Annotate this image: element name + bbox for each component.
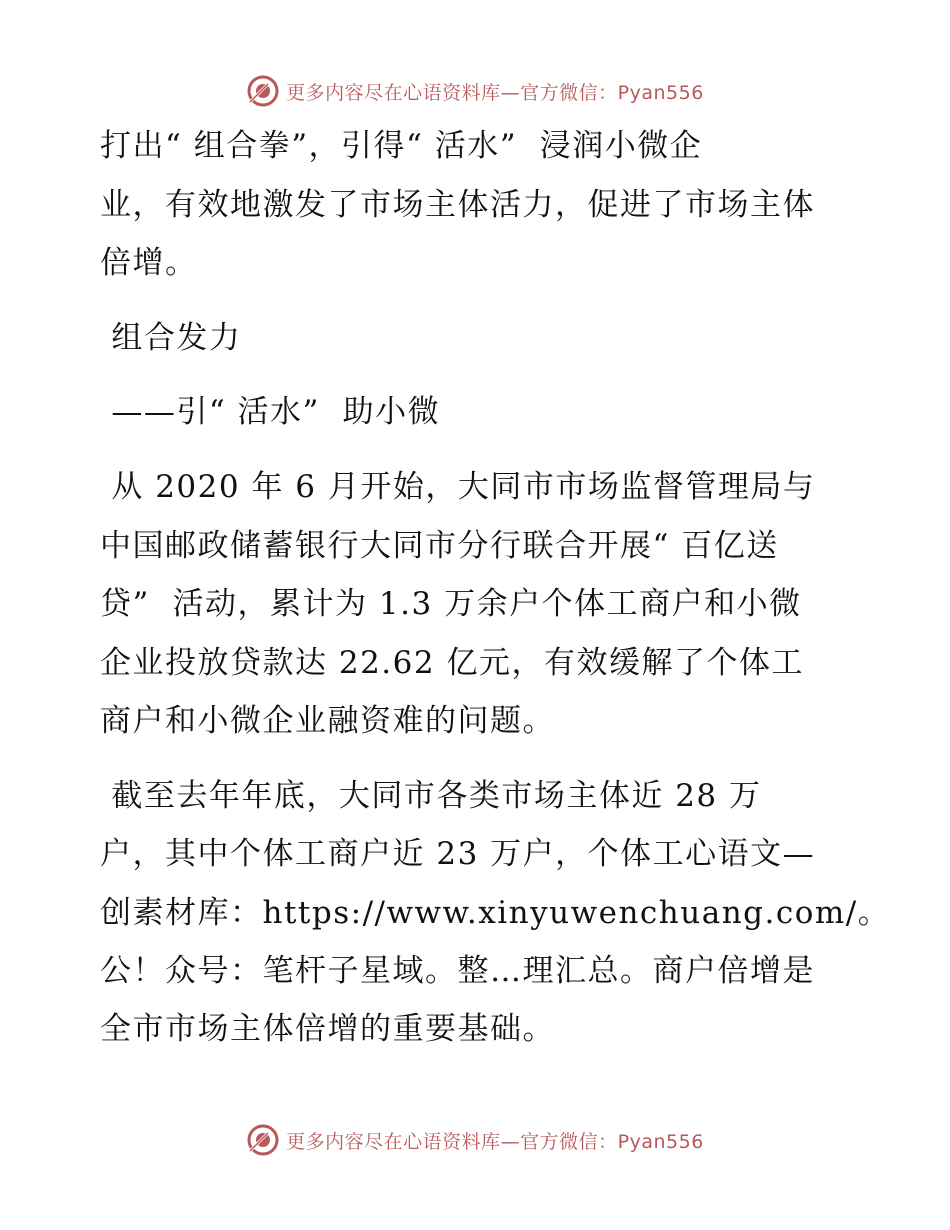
- body-line: 中国邮政储蓄银行大同市分行联合开展“ 百亿送: [100, 528, 779, 564]
- body-line: 商户和小微企业融资难的问题。: [100, 703, 555, 739]
- brand-logo-icon: [246, 1123, 280, 1157]
- body-line: 公！众号：笔杆子星域。整…理汇总。商户倍增是: [100, 953, 815, 989]
- body-line: 创素材库：https://www.xinyuwenchuang.com/。: [100, 895, 891, 931]
- body-line: 企业投放贷款达 22.62 亿元，有效缓解了个体工: [100, 645, 804, 681]
- brand-logo-icon: [246, 74, 280, 108]
- footer-watermark-banner: [0, 1120, 950, 1160]
- header-watermark-text: 更多内容尽在心语资料库—官方微信：Pyan556: [286, 81, 704, 104]
- footer-watermark-text: 更多内容尽在心语资料库—官方微信：Pyan556: [286, 1130, 704, 1153]
- header-watermark-banner: [0, 71, 950, 111]
- body-line: 截至去年年底，大同市各类市场主体近 28 万: [100, 778, 762, 814]
- body-line: 打出“ 组合拳”，引得“ 活水” 浸润小微企: [100, 128, 703, 164]
- body-line: 倍增。: [100, 245, 198, 281]
- body-line: 户，其中个体工商户近 23 万户，个体工心语文—: [100, 836, 816, 872]
- body-line: 从 2020 年 6 月开始，大同市市场监督管理局与: [100, 469, 816, 505]
- body-line: 贷” 活动，累计为 1.3 万余户个体工商户和小微: [100, 586, 802, 622]
- body-line: 业，有效地激发了市场主体活力，促进了市场主体: [100, 187, 815, 223]
- section-subheading: ——引“ 活水” 助小微: [100, 394, 441, 430]
- section-heading: 组合发力: [100, 320, 242, 356]
- body-line: 全市市场主体倍增的重要基础。: [100, 1011, 555, 1047]
